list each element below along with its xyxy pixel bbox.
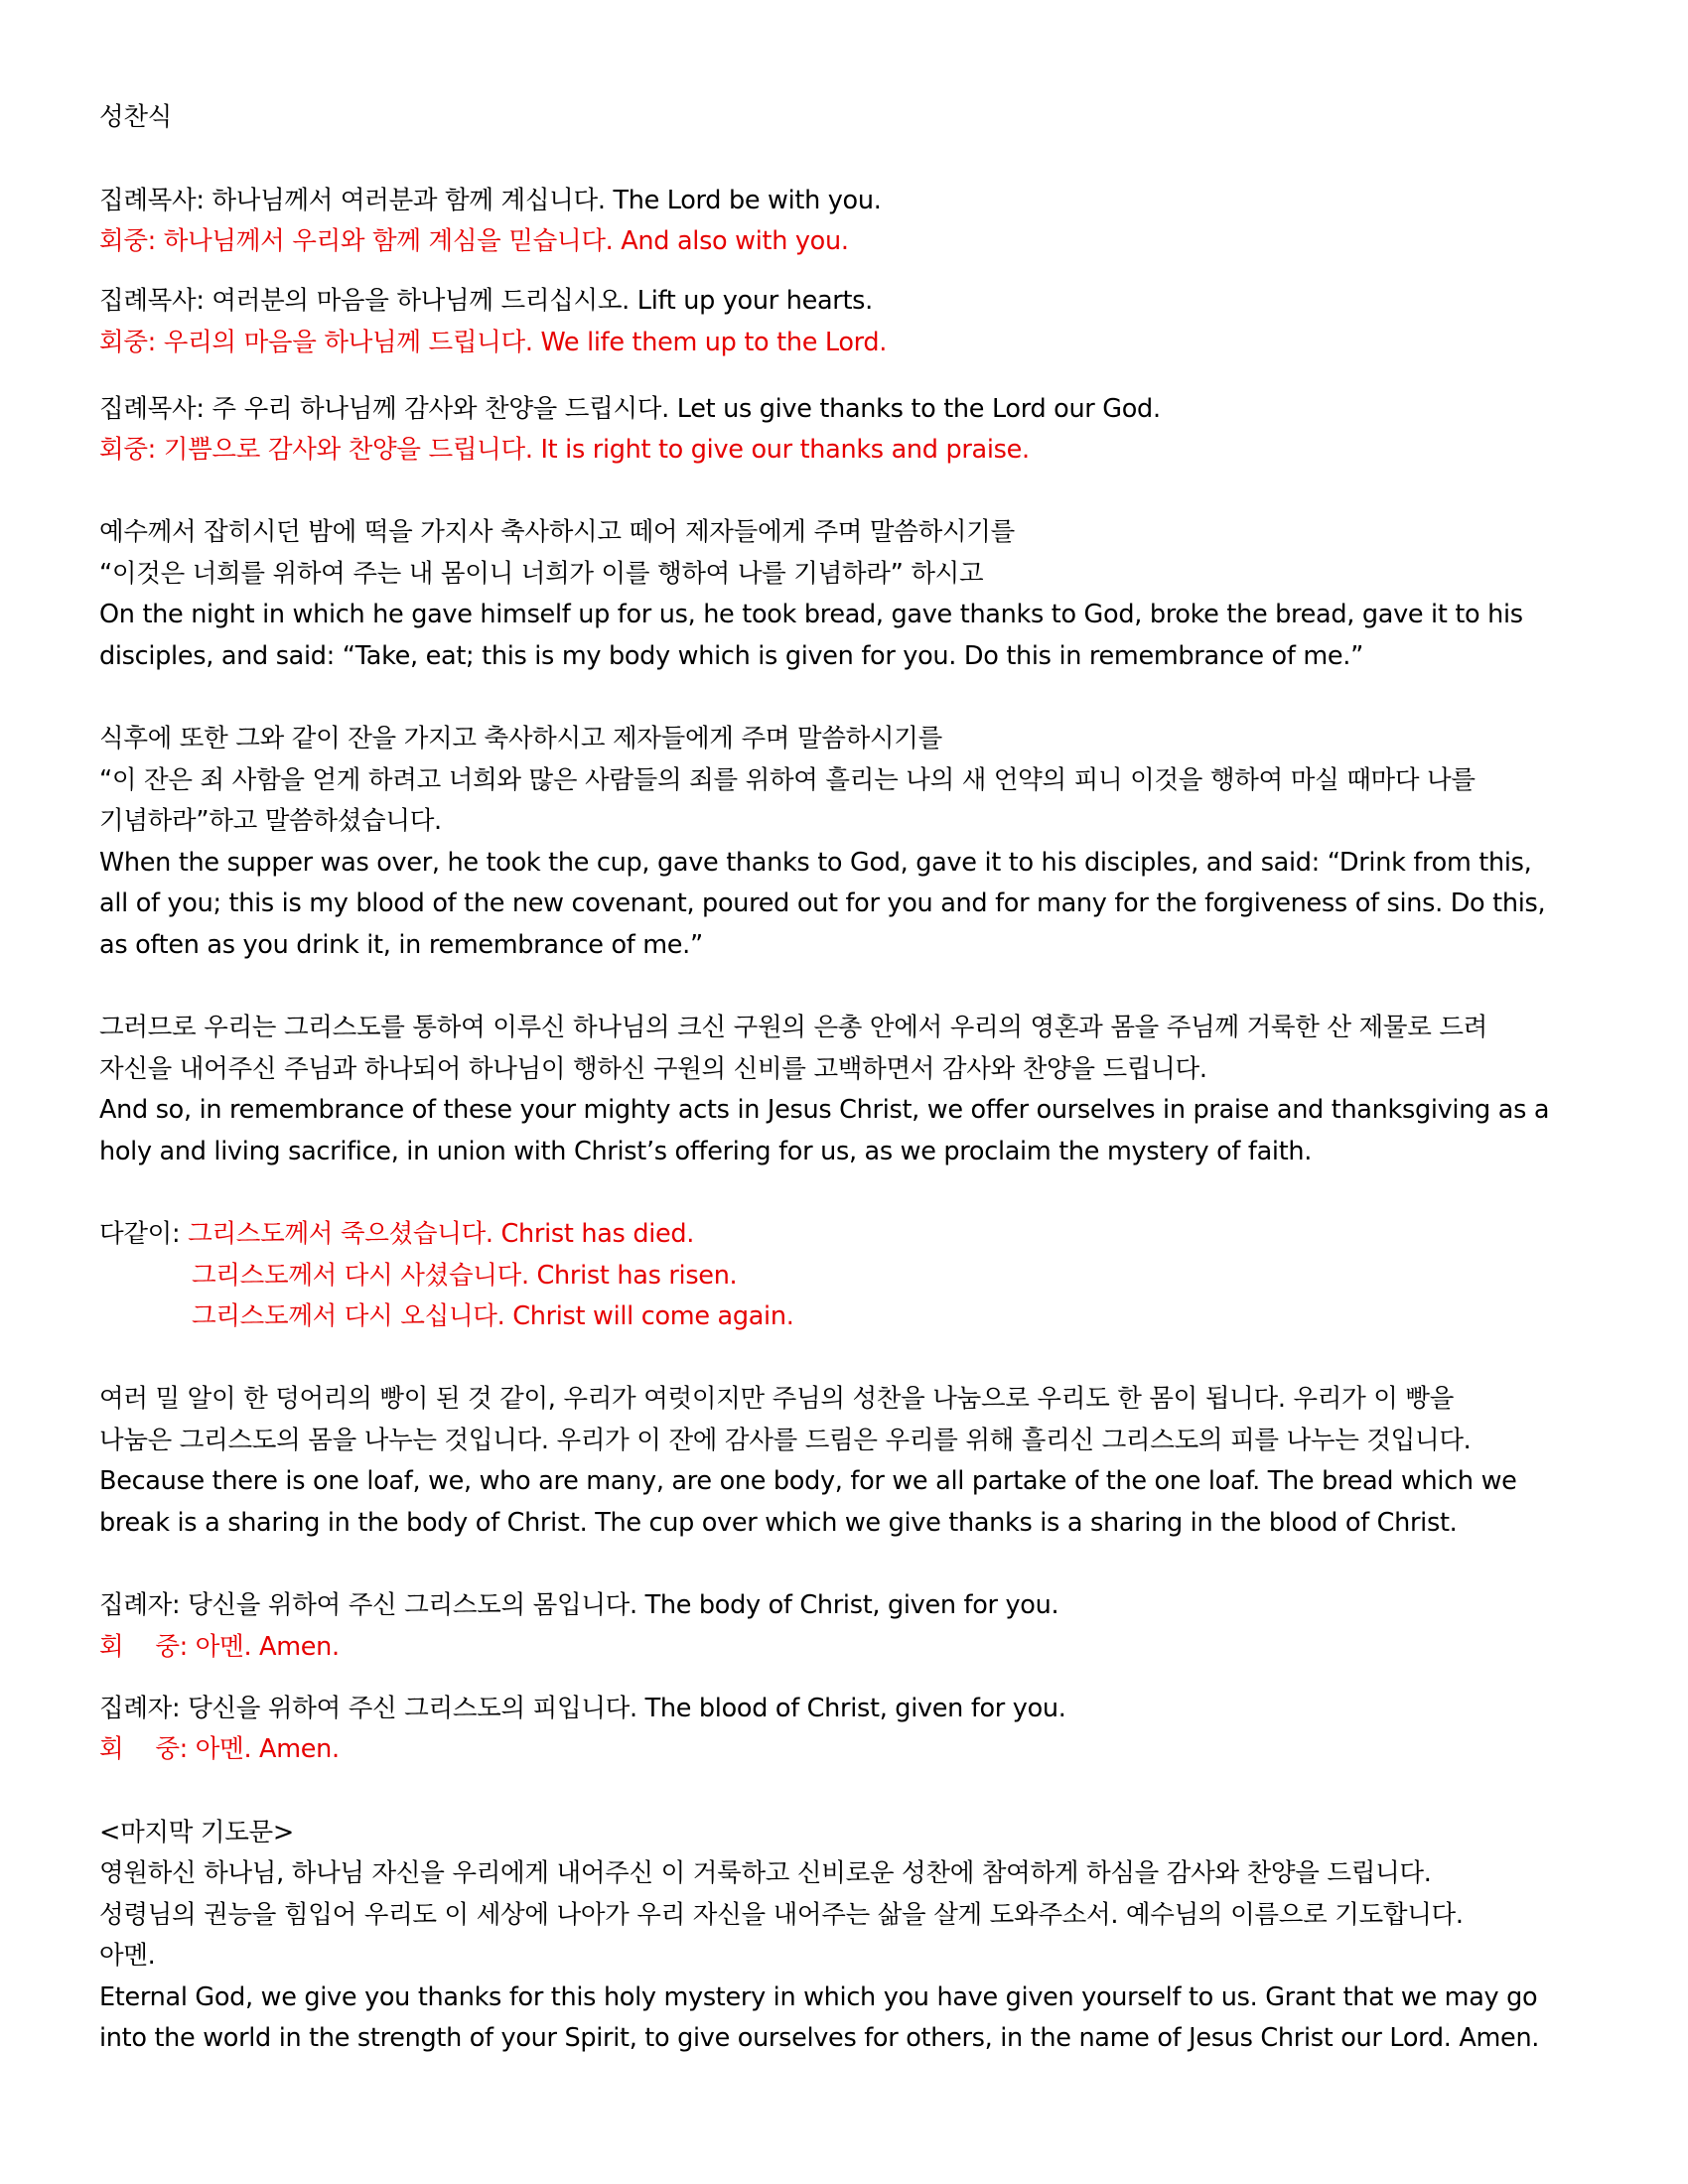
acclamation-label: 다같이: [99, 1219, 189, 1249]
leader-line: 집례자: 당신을 위하여 주신 그리스도의 피입니다. The blood of Christ, given for you. [99, 1694, 1066, 1723]
page-title: 성찬식 [99, 102, 172, 132]
congregation-response: 그리스도께서 다시 오십니다. Christ will come again. [192, 1301, 794, 1331]
prayer-line: into the world in the strength of your Spirit, to give ourselves for others, in the name of Jesus Christ our Lord. Amen. [99, 2023, 1540, 2053]
paragraph-line: 여러 밀 알이 한 덩어리의 빵이 된 것 같이, 우리가 여럿이지만 주님의 성찬을 나눔으로 우리도 한 몸이 됩니다. 우리가 이 빵을 [99, 1384, 1455, 1414]
leader-line: 집례목사: 주 우리 하나님께 감사와 찬양을 드립시다. Let us give thanks to the Lord our God. [99, 394, 1161, 424]
acclamation-line [99, 1219, 694, 1249]
paragraph-line: “이 잔은 죄 사함을 얻게 하려고 너희와 많은 사람들의 죄를 위하여 흘리는 나의 새 언약의 피니 이것을 행하여 마실 때마다 나를 [99, 765, 1476, 795]
prayer-line: Eternal God, we give you thanks for this holy mystery in which you have given yourself to us. Grant that we may go [99, 1982, 1538, 2012]
paragraph-line: On the night in which he gave himself up for us, he took bread, gave thanks to God, broke the bread, gave it to his [99, 600, 1523, 629]
congregation-response: 그리스도께서 죽으셨습니다. Christ has died. [188, 1219, 695, 1249]
section-heading: <마지막 기도문> [99, 1818, 294, 1847]
paragraph-line: 나눔은 그리스도의 몸을 나누는 것입니다. 우리가 이 잔에 감사를 드림은 우리를 위해 흘리신 그리스도의 피를 나누는 것입니다. [99, 1426, 1472, 1455]
prayer-line: 아멘. [99, 1941, 156, 1971]
congregation-response [99, 1734, 340, 1764]
paragraph-line: 예수께서 잡히시던 밤에 떡을 가지사 축사하시고 떼어 제자들에게 주며 말씀하시기를 [99, 517, 1015, 547]
leader-line: 집례자: 당신을 위하여 주신 그리스도의 몸입니다. The body of Christ, given for you. [99, 1590, 1059, 1620]
congregation-response: 그리스도께서 다시 사셨습니다. Christ has risen. [192, 1261, 738, 1291]
congregation-label-rest: 중: 아멘. Amen. [155, 1632, 340, 1662]
paragraph-line: all of you; this is my blood of the new covenant, poured out for you and for many for the forgiveness of sins. Do this, [99, 888, 1546, 918]
paragraph-line: 식후에 또한 그와 같이 잔을 가지고 축사하시고 제자들에게 주며 말씀하시기를 [99, 724, 942, 753]
prayer-line: 영원하신 하나님, 하나님 자신을 우리에게 내어주신 이 거룩하고 신비로운 성찬에 참여하게 하심을 감사와 찬양을 드립니다. [99, 1858, 1432, 1888]
leader-line: 집례목사: 하나님께서 여러분과 함께 계십니다. The Lord be with you. [99, 186, 882, 215]
congregation-response [99, 1632, 340, 1662]
paragraph-line: Because there is one loaf, we, who are many, are one body, for we all partake of the one loaf. The bread which we [99, 1466, 1517, 1496]
paragraph-line: “이것은 너희를 위하여 주는 내 몸이니 너희가 이를 행하여 나를 기념하라” 하시고 [99, 559, 984, 589]
paragraph-line: And so, in remembrance of these your mighty acts in Jesus Christ, we offer ourselves in praise and thanksgiving as a [99, 1095, 1550, 1125]
leader-line: 집례목사: 여러분의 마음을 하나님께 드리십시오. Lift up your hearts. [99, 286, 873, 316]
paragraph-line: disciples, and said: “Take, eat; this is my body which is given for you. Do this in remembrance of me.” [99, 641, 1363, 671]
congregation-response: 회중: 하나님께서 우리와 함께 계심을 믿습니다. And also with you. [99, 226, 849, 256]
paragraph-line: 자신을 내어주신 주님과 하나되어 하나님이 행하신 구원의 신비를 고백하면서 감사와 찬양을 드립니다. [99, 1054, 1207, 1084]
paragraph-line: 기념하라”하고 말씀하셨습니다. [99, 806, 442, 836]
paragraph-line: 그러므로 우리는 그리스도를 통하여 이루신 하나님의 크신 구원의 은총 안에서 우리의 영혼과 몸을 주님께 거룩한 산 제물로 드려 [99, 1013, 1488, 1042]
congregation-label-part: 회 [99, 1632, 124, 1662]
congregation-label-part: 회 [99, 1734, 124, 1764]
congregation-label-rest: 중: 아멘. Amen. [155, 1734, 340, 1764]
paragraph-line: When the supper was over, he took the cup, gave thanks to God, gave it to his disciples, and said: “Drink from this, [99, 848, 1532, 878]
paragraph-line: as often as you drink it, in remembrance of me.” [99, 930, 703, 960]
congregation-response: 회중: 우리의 마음을 하나님께 드립니다. We life them up to the Lord. [99, 328, 888, 357]
paragraph-line: break is a sharing in the body of Christ. The cup over which we give thanks is a sharing in the blood of Christ. [99, 1508, 1458, 1538]
congregation-response: 회중: 기쁨으로 감사와 찬양을 드립니다. It is right to give our thanks and praise. [99, 435, 1030, 465]
paragraph-line: holy and living sacrifice, in union with Christ’s offering for us, as we proclaim the mystery of faith. [99, 1137, 1313, 1166]
prayer-line: 성령님의 권능을 힘입어 우리도 이 세상에 나아가 우리 자신을 내어주는 삶을 살게 도와주소서. 예수님의 이름으로 기도합니다. [99, 1900, 1464, 1930]
